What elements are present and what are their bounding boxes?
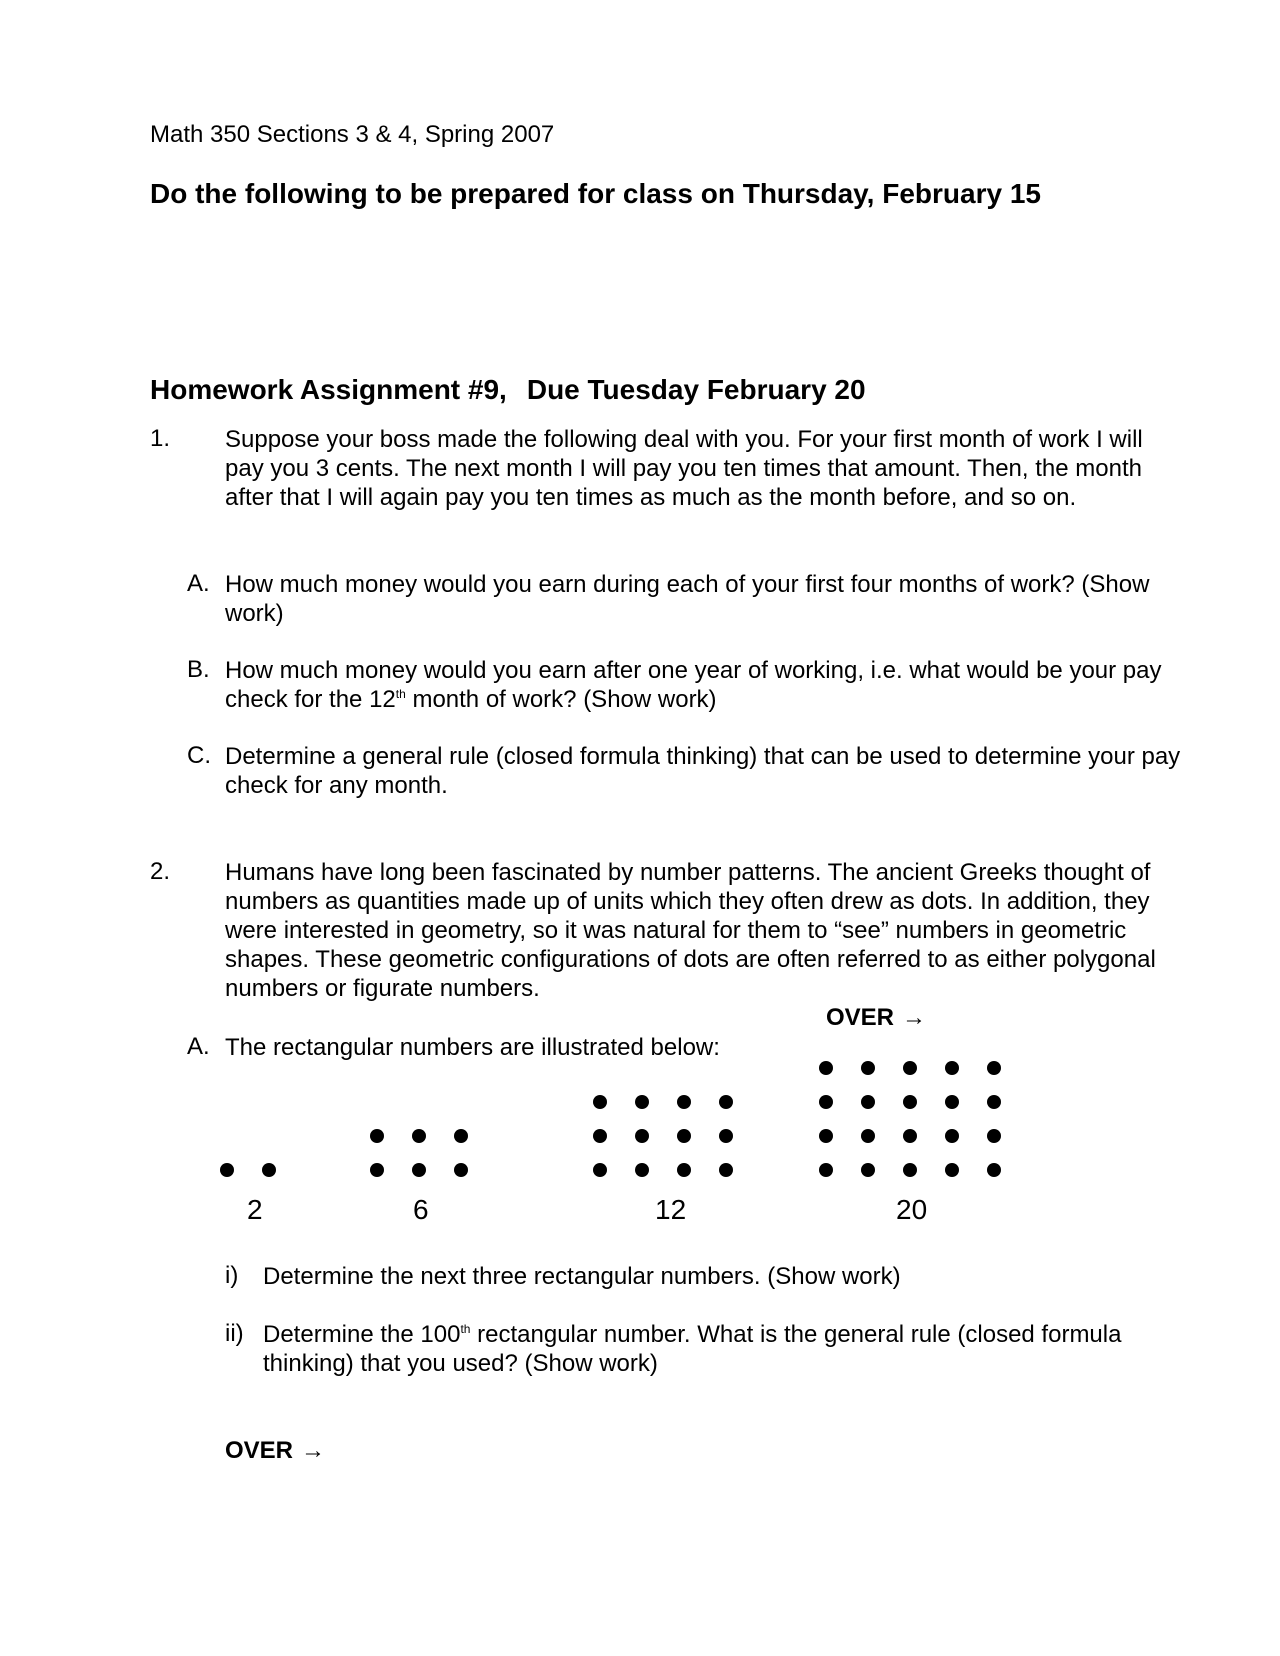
- dot: [861, 1129, 875, 1143]
- dot: [635, 1095, 649, 1109]
- problem-2a-i-text: Determine the next three rectangular numbers. (Show work): [263, 1263, 901, 1290]
- dot: [677, 1095, 691, 1109]
- dot: [903, 1095, 917, 1109]
- dot: [719, 1163, 733, 1177]
- problem-1a-text: How much money would you earn during each of your first four months of work? (Show work): [225, 571, 1150, 627]
- dot: [220, 1163, 234, 1177]
- dot: [819, 1095, 833, 1109]
- problem-2a-i-label: i): [225, 1262, 239, 1289]
- dot: [861, 1163, 875, 1177]
- dot: [677, 1129, 691, 1143]
- dot: [677, 1163, 691, 1177]
- problem-2a-ii-text-after: rectangular number. What is the general rule (closed formula thinking) that you used? (Show work): [263, 1321, 1122, 1377]
- rectangular-number-label: 6: [413, 1194, 429, 1225]
- dot: [903, 1163, 917, 1177]
- problem-1b-text-after: month of work? (Show work): [405, 686, 717, 713]
- over-indicator-top: [826, 1004, 926, 1032]
- dot: [719, 1129, 733, 1143]
- dot: [987, 1129, 1001, 1143]
- dot: [945, 1163, 959, 1177]
- problem-2-text: Humans have long been fascinated by number patterns. The ancient Greeks thought of numbers as quantities made up of units which they often drew as dots. In addition, they were interested in geometry, so it was natural for them to “see” numbers in geometric shapes. These geometric configurations of dots are often referred to as either polygonal numbers or figurate numbers.: [225, 859, 1156, 1002]
- dot: [819, 1129, 833, 1143]
- prep-heading: Do the following to be prepared for class on Thursday, February 15: [150, 178, 1041, 209]
- dot: [987, 1061, 1001, 1075]
- dot: [945, 1129, 959, 1143]
- arrow-right-icon: →: [301, 1437, 326, 1464]
- dot: [635, 1129, 649, 1143]
- problem-1-number: 1.: [150, 425, 171, 452]
- problem-2a-ii-label: ii): [225, 1320, 244, 1347]
- arrow-right-icon: →: [902, 1004, 927, 1031]
- problem-1c-text: Determine a general rule (closed formula thinking) that can be used to determine your pay check for any month.: [225, 743, 1181, 799]
- problem-2a-ii-text-before: Determine the 100: [263, 1321, 461, 1348]
- problem-1b-letter: B.: [187, 656, 210, 683]
- problem-2a-ii-superscript: th: [460, 1322, 471, 1336]
- problem-1b-superscript: th: [395, 687, 406, 701]
- dot: [262, 1163, 276, 1177]
- dot: [593, 1163, 607, 1177]
- problem-2a-text: The rectangular numbers are illustrated below:: [225, 1034, 720, 1061]
- dot: [903, 1129, 917, 1143]
- over-label: OVER: [826, 1004, 895, 1031]
- over-label: OVER: [225, 1437, 294, 1464]
- dot: [987, 1163, 1001, 1177]
- homework-due: Due Tuesday February 20: [526, 374, 866, 405]
- problem-2a-ii-text: [263, 1320, 1183, 1378]
- dot: [945, 1061, 959, 1075]
- dot: [861, 1061, 875, 1075]
- dot: [861, 1095, 875, 1109]
- dot: [819, 1061, 833, 1075]
- over-indicator-bottom: [225, 1437, 325, 1465]
- dot: [454, 1163, 468, 1177]
- problem-1-text: Suppose your boss made the following deal with you. For your first month of work I will pay you 3 cents. The next month I will pay you ten times that amount. Then, the month after that I will again pay you ten times as much as the month before, and so on.: [225, 426, 1143, 511]
- homework-heading: [150, 374, 866, 406]
- dot: [945, 1095, 959, 1109]
- problem-1a-letter: A.: [187, 570, 210, 597]
- homework-title: Homework Assignment #9,: [150, 374, 507, 405]
- dot: [454, 1129, 468, 1143]
- dot: [412, 1129, 426, 1143]
- dot: [370, 1129, 384, 1143]
- dot: [593, 1129, 607, 1143]
- dot: [819, 1163, 833, 1177]
- problem-2-number: 2.: [150, 858, 171, 885]
- dot: [903, 1061, 917, 1075]
- problem-1c-letter: C.: [187, 742, 211, 769]
- rectangular-number-label: 20: [896, 1194, 928, 1225]
- problem-2a-letter: A.: [187, 1033, 210, 1060]
- dot: [412, 1163, 426, 1177]
- rectangular-number-label: 2: [247, 1194, 263, 1225]
- problem-1b-text-before: How much money would you earn after one year of working, i.e. what would be your pay check for the 12: [225, 657, 1162, 713]
- dot: [370, 1163, 384, 1177]
- problem-1b-text: [225, 656, 1185, 714]
- dot: [987, 1095, 1001, 1109]
- dot: [593, 1095, 607, 1109]
- dot: [719, 1095, 733, 1109]
- dot: [635, 1163, 649, 1177]
- rectangular-number-label: 12: [655, 1194, 687, 1225]
- course-title: Math 350 Sections 3 & 4, Spring 2007: [150, 121, 555, 148]
